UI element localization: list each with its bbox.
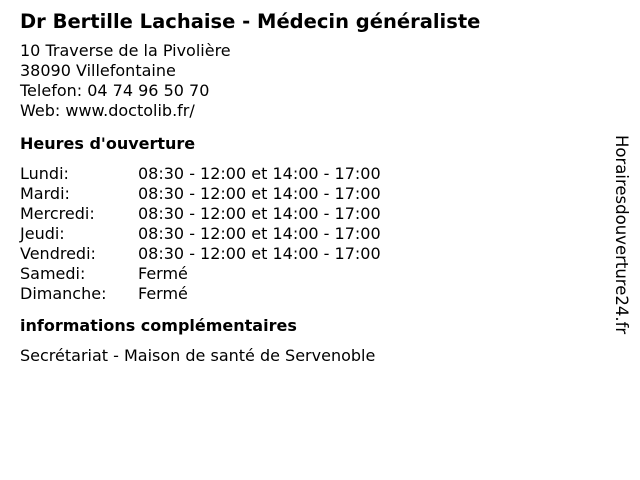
hours-row-sunday xyxy=(20,284,590,304)
time-range: 08:30 - 12:00 et 14:00 - 17:00 xyxy=(138,184,381,203)
address-block xyxy=(20,41,590,121)
time-range: 08:30 - 12:00 et 14:00 - 17:00 xyxy=(138,164,381,183)
page-title: Dr Bertille Lachaise - Médecin généraliste xyxy=(20,10,481,33)
street-address: 10 Traverse de la Pivolière xyxy=(20,41,231,60)
phone-line: Telefon: 04 74 96 50 70 xyxy=(20,81,210,100)
city-line: 38090 Villefontaine xyxy=(20,61,176,80)
day-label: Mardi: xyxy=(20,184,70,203)
time-range: 08:30 - 12:00 et 14:00 - 17:00 xyxy=(138,204,381,223)
additional-info-text: Secrétariat - Maison de santé de Servenoble xyxy=(20,346,376,365)
time-range: 08:30 - 12:00 et 14:00 - 17:00 xyxy=(138,224,381,243)
time-range: Fermé xyxy=(138,284,188,303)
site-watermark: Horairesdouverture24.fr xyxy=(612,135,631,335)
hours-row-tuesday xyxy=(20,184,590,204)
day-label: Vendredi: xyxy=(20,244,96,263)
opening-hours-table xyxy=(20,164,590,304)
hours-row-monday xyxy=(20,164,590,184)
hours-row-thursday xyxy=(20,224,590,244)
day-label: Jeudi: xyxy=(20,224,65,243)
day-label: Samedi: xyxy=(20,264,86,283)
time-range: Fermé xyxy=(138,264,188,283)
hours-row-friday xyxy=(20,244,590,264)
hours-row-saturday xyxy=(20,264,590,284)
additional-info-heading: informations complémentaires xyxy=(20,316,297,335)
day-label: Lundi: xyxy=(20,164,69,183)
hours-row-wednesday xyxy=(20,204,590,224)
listing-card xyxy=(20,8,590,366)
opening-hours-heading: Heures d'ouverture xyxy=(20,134,196,153)
website-line: Web: www.doctolib.fr/ xyxy=(20,101,195,120)
day-label: Mercredi: xyxy=(20,204,95,223)
time-range: 08:30 - 12:00 et 14:00 - 17:00 xyxy=(138,244,381,263)
day-label: Dimanche: xyxy=(20,284,107,303)
